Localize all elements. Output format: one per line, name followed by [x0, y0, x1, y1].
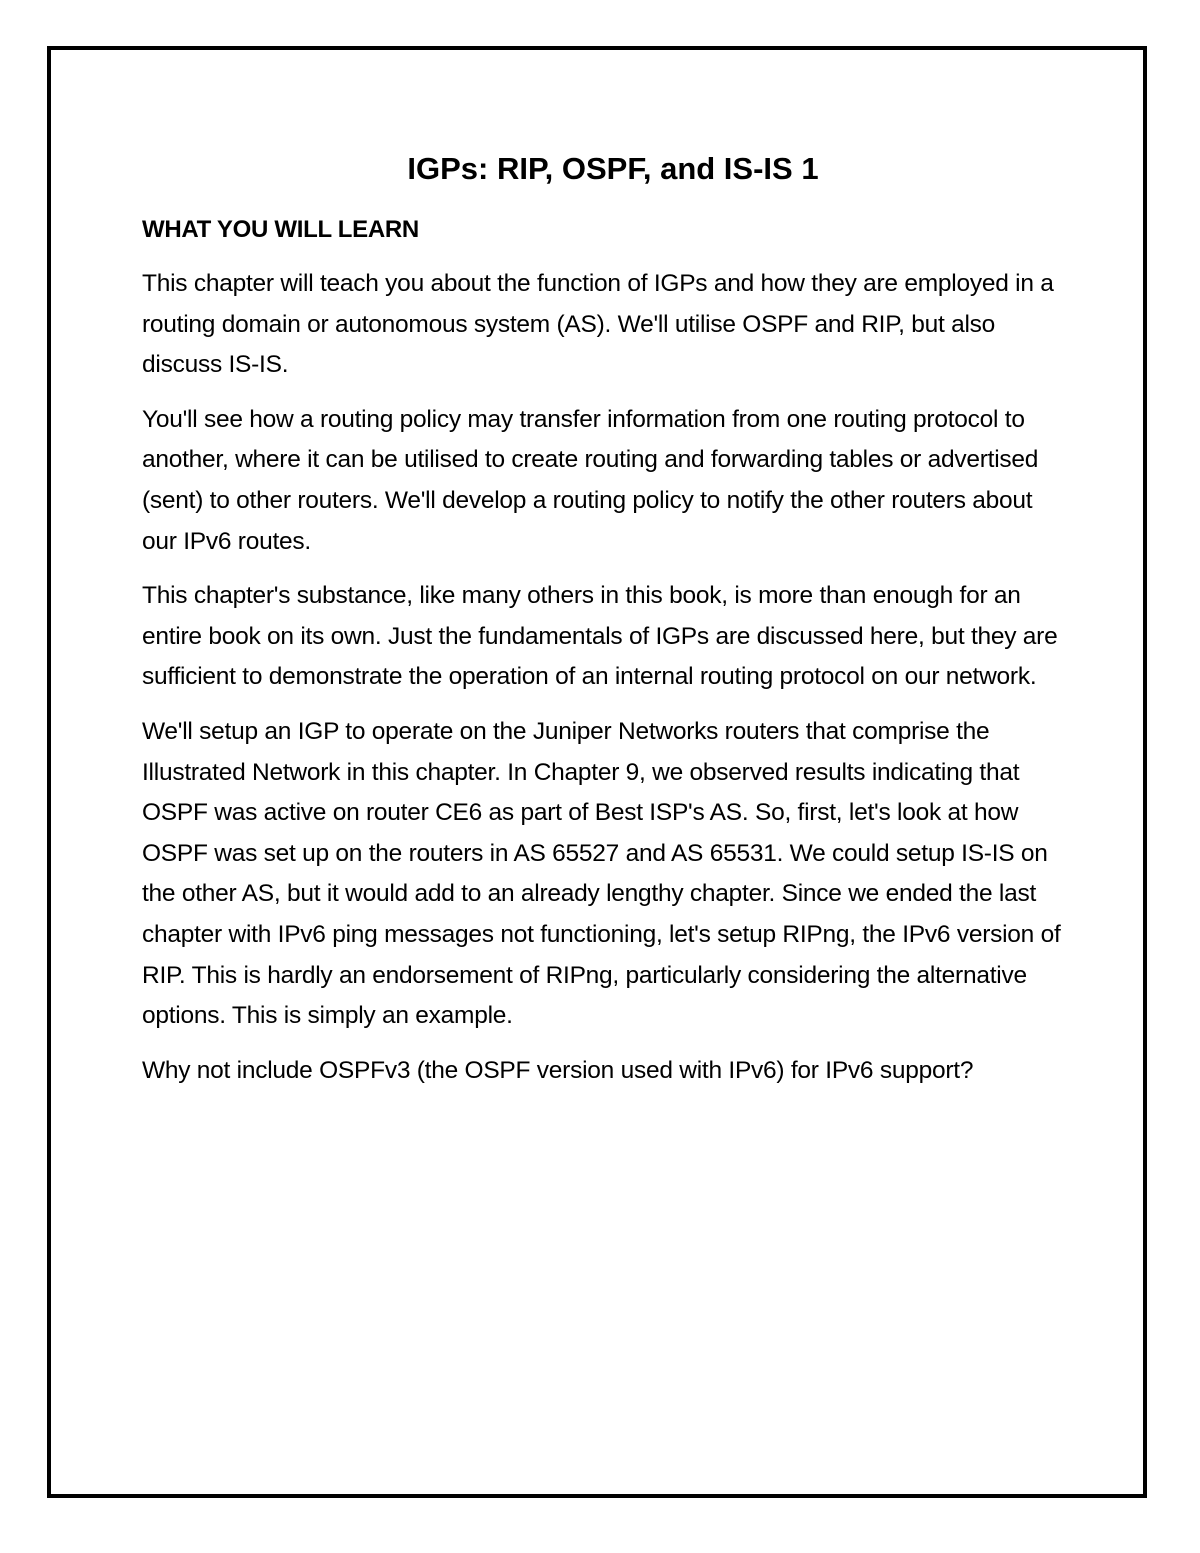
paragraph-5: Why not include OSPFv3 (the OSPF version used with IPv6) for IPv6 support?: [142, 1056, 974, 1084]
document-body: [142, 148, 1072, 1091]
section-heading: WHAT YOU WILL LEARN: [142, 216, 419, 243]
paragraph-3: This chapter's substance, like many others in this book, is more than enough for an entire book on its own. Just the fundamentals of IGPs are discussed here, but they are sufficient to demonstrate the operation of an internal routing protocol on our network.: [142, 582, 1058, 691]
paragraph-2: You'll see how a routing policy may transfer information from one routing protocol to another, where it can be utilised to create routing and forwarding tables or advertised (sent) to other routers. We'll develop a routing policy to notify the other routers about our IPv6 routes.: [142, 405, 1039, 555]
paragraph-4: We'll setup an IGP to operate on the Juniper Networks routers that comprise the Illustrated Network in this chapter. In Chapter 9, we observed results indicating that OSPF was active on router CE6 as part of Best ISP's AS. So, first, let's look at how OSPF was set up on the routers in AS 65527 and AS 65531. We could setup IS-IS on the other AS, but it would add to an already lengthy chapter. Since we ended the last chapter with IPv6 ping messages not functioning, let's setup RIPng, the IPv6 version of RIP. This is hardly an endorsement of RIPng, particularly considering the alternative options. This is simply an example.: [142, 717, 1061, 1030]
chapter-title: IGPs: RIP, OSPF, and IS-IS 1: [407, 151, 819, 186]
paragraph-1: This chapter will teach you about the function of IGPs and how they are employed in a routing domain or autonomous system (AS). We'll utilise OSPF and RIP, but also discuss IS-IS.: [142, 270, 1054, 379]
